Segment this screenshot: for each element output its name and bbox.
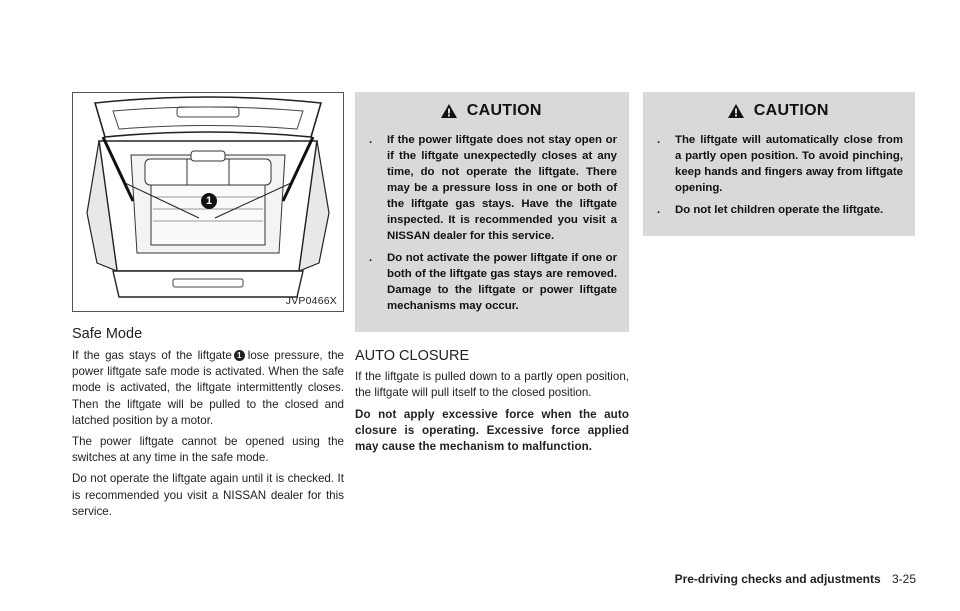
left-column (72, 92, 344, 525)
bullet: . (657, 204, 661, 217)
page-footer (675, 572, 916, 586)
auto-closure-warning: Do not apply excessive force when the auto closure is operating. Excessive force applied may cause the mechanism to malfunction. (355, 407, 629, 454)
auto-closure-heading: AUTO CLOSURE (355, 348, 470, 365)
callout-marker: 1 (234, 350, 245, 361)
caution-list (653, 132, 903, 218)
safe-mode-p1-end: lose pressure, the power liftgate safe mode is activated. When the safe mode is activated, the liftgate intermittently closes. Then the liftgate will be pulled to the closed and latched position by a motor. (72, 349, 344, 427)
caution-box-power-liftgate (355, 92, 629, 332)
warning-triangle-icon (727, 103, 745, 119)
safe-mode-paragraph-1 (72, 348, 344, 429)
caution-item (365, 250, 617, 314)
bullet: . (369, 252, 373, 265)
caution-item-text: Do not let children operate the liftgate. (675, 204, 884, 217)
auto-closure-paragraph-1: If the liftgate is pulled down to a partly open position, the liftgate will pull itself to the closed position. (355, 370, 629, 400)
caution-header (653, 102, 903, 120)
footer-section-title: Pre-driving checks and adjustments (674, 572, 881, 586)
caution-item-text: If the power liftgate does not stay open or if the liftgate unexpectedly closes at any time, do not operate the liftgate. There may be a pressure loss in one or both of the liftgate gas stays. Have the liftgate inspected. It is recommended you visit a NISSAN dealer for this service. (387, 134, 617, 243)
bullet: . (657, 134, 661, 147)
caution-title: CAUTION (753, 102, 829, 119)
safe-mode-heading: Safe Mode (72, 326, 143, 342)
bullet: . (369, 134, 373, 147)
figure-callout-marker: 1 (201, 193, 217, 209)
caution-title: CAUTION (466, 102, 542, 119)
caution-header (365, 102, 617, 120)
caution-item-text: The liftgate will automatically close from a partly open position. To avoid pinching, keep hands and fingers away from liftgate opening. (675, 134, 903, 195)
caution-box-auto-close (643, 92, 915, 236)
caution-item (365, 132, 617, 244)
liftgate-figure (72, 92, 344, 312)
caution-item (653, 202, 903, 218)
caution-item (653, 132, 903, 196)
warning-triangle-icon (440, 103, 458, 119)
middle-column (355, 92, 629, 460)
right-column (643, 92, 915, 236)
page-number: 3-25 (891, 572, 916, 586)
safe-mode-paragraph-2: The power liftgate cannot be opened using the switches at any time in the safe mode. (72, 435, 344, 465)
safe-mode-paragraph-3: Do not operate the liftgate again until it is checked. It is recommended you visit a NISSAN dealer for this service. (72, 472, 344, 518)
caution-list (365, 132, 617, 314)
caution-item-text: Do not activate the power liftgate if one or both of the liftgate gas stays are removed. Damage to the liftgate or power liftgate mechanisms may occur. (387, 252, 617, 313)
figure-code: JVP0466X (285, 295, 337, 307)
safe-mode-p1-start: If the gas stays of the liftgate (72, 349, 232, 362)
